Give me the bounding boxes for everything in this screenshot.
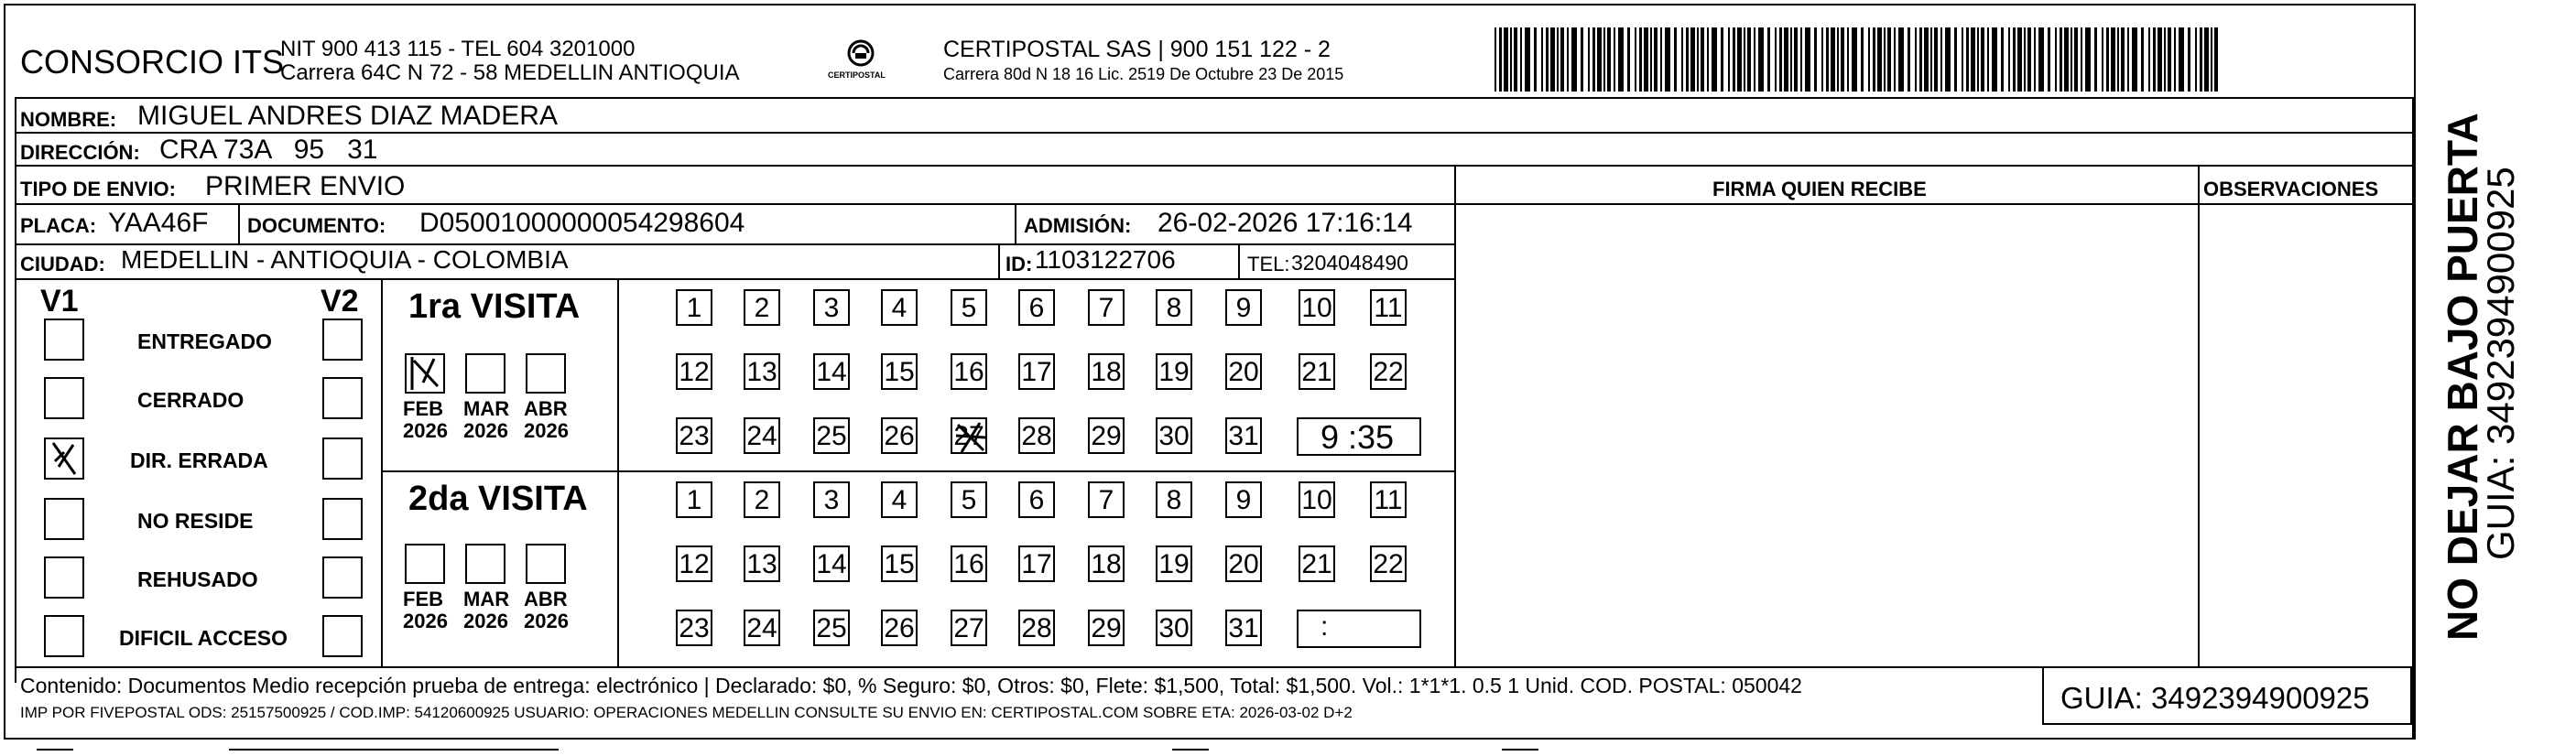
day-box[interactable]: 22 xyxy=(1370,353,1407,390)
month-checkbox[interactable] xyxy=(405,544,445,584)
v2-label: V2 xyxy=(321,284,359,319)
day-box[interactable]: 5 xyxy=(951,289,987,326)
barcode-bar xyxy=(1814,27,1817,92)
barcode-bar xyxy=(1915,27,1917,92)
day-box[interactable]: 20 xyxy=(1225,545,1262,582)
certipostal-line2: Carrera 80d N 18 16 Lic. 2519 De Octubre 23 De 2015 xyxy=(943,65,1344,83)
status-v2-checkbox[interactable] xyxy=(322,615,363,657)
barcode-bar xyxy=(2038,27,2044,92)
barcode-bar xyxy=(1800,27,1802,92)
barcode-bar xyxy=(1707,27,1709,92)
day-box[interactable]: 31 xyxy=(1225,610,1262,646)
day-box[interactable]: 13 xyxy=(744,545,780,582)
barcode-bar xyxy=(2013,27,2016,92)
barcode-bar xyxy=(1607,27,1611,92)
day-box[interactable]: 4 xyxy=(881,289,918,326)
month-checkbox[interactable] xyxy=(465,353,505,394)
barcode-bar xyxy=(1821,27,1823,92)
barcode-bar xyxy=(1754,27,1755,92)
barcode-bar xyxy=(2164,27,2166,92)
barcode-bar xyxy=(2024,27,2026,92)
footer-content-line: Contenido: Documentos Medio recepción prueba de entrega: electrónico | Declarado: $0, % Seguro: $0, Otros: $0, Flete: $1,500, Total: $1,500. Vol.: 1*1*1. 0.5 1 Unid. COD. POSTAL: 050042 xyxy=(20,674,1802,697)
year-label: 2026 xyxy=(463,610,508,632)
barcode-bar xyxy=(1977,27,1979,92)
time-value: : xyxy=(1321,611,1329,642)
barcode-bar xyxy=(2060,27,2062,92)
tel-value: 3204048490 xyxy=(1291,251,1408,275)
barcode-bar xyxy=(1546,27,1549,92)
company-name: CONSORCIO ITS xyxy=(20,43,285,81)
barcode-bar xyxy=(2211,27,2212,92)
observaciones-header: OBSERVACIONES xyxy=(2203,178,2379,200)
divider xyxy=(381,278,383,666)
day-box[interactable]: 28 xyxy=(1018,610,1055,646)
logo-text: CERTIPOSTAL xyxy=(828,70,886,80)
barcode-bar xyxy=(1499,27,1502,92)
day-box[interactable]: 17 xyxy=(1018,545,1055,582)
barcode-bar xyxy=(2001,27,2004,92)
barcode-bar xyxy=(1650,27,1652,92)
day-box[interactable]: 17 xyxy=(1018,353,1055,390)
day-box[interactable]: 30 xyxy=(1156,610,1192,646)
divider xyxy=(15,278,1454,280)
day-box[interactable]: 28 xyxy=(1018,417,1055,454)
barcode-bar xyxy=(1588,27,1590,92)
barcode-bar xyxy=(2141,27,2144,92)
day-box[interactable]: 5 xyxy=(951,481,987,518)
month-checkbox[interactable] xyxy=(526,353,566,394)
status-v2-checkbox[interactable] xyxy=(322,498,363,540)
barcode-bar xyxy=(1987,27,1989,92)
barcode-bar xyxy=(1884,27,1886,92)
year-label: 2026 xyxy=(403,419,448,442)
day-box[interactable]: 8 xyxy=(1156,289,1192,326)
tipo-envio-label: TIPO DE ENVIO: xyxy=(20,178,176,200)
day-box[interactable]: 13 xyxy=(744,353,780,390)
barcode-bar xyxy=(1665,27,1670,92)
barcode-bar xyxy=(1992,27,1997,92)
day-box[interactable]: 9 xyxy=(1225,481,1262,518)
second-visit-title: 2da VISITA xyxy=(408,480,588,518)
barcode-bar xyxy=(1603,27,1605,92)
barcode-bar xyxy=(2008,27,2010,92)
day-box[interactable]: 19 xyxy=(1156,545,1192,582)
nombre-value: MIGUEL ANDRES DIAZ MADERA xyxy=(137,101,558,131)
day-box[interactable]: 26 xyxy=(881,610,918,646)
day-box[interactable]: 25 xyxy=(813,417,850,454)
day-box[interactable]: 10 xyxy=(1299,289,1335,326)
barcode-bar xyxy=(1733,27,1735,92)
barcode-bar xyxy=(1495,27,1496,92)
month-label: FEB xyxy=(403,588,443,610)
status-label: REHUSADO xyxy=(137,567,258,591)
day-box[interactable] xyxy=(951,417,987,454)
barcode-bar xyxy=(2127,27,2129,92)
divider xyxy=(2412,97,2414,738)
day-box[interactable]: 15 xyxy=(881,545,918,582)
barcode-bar xyxy=(1852,27,1857,92)
id-value: 1103122706 xyxy=(1035,245,1176,274)
barcode-bar xyxy=(1644,27,1648,92)
barcode-bar xyxy=(2102,27,2103,92)
barcode-bar xyxy=(1954,27,1957,92)
day-box[interactable]: 7 xyxy=(1088,481,1125,518)
barcode-bar xyxy=(2188,27,2190,92)
barcode-bar xyxy=(2200,27,2202,92)
barcode-bar xyxy=(1567,27,1569,92)
barcode-bar xyxy=(1541,27,1543,92)
status-v1-checkbox[interactable] xyxy=(44,498,84,540)
barcode-bar xyxy=(1525,27,1530,92)
barcode-bar xyxy=(1898,27,1904,92)
day-box[interactable]: 19 xyxy=(1156,353,1192,390)
year-label: 2026 xyxy=(524,419,569,442)
barcode-bar xyxy=(1514,27,1517,92)
status-label: ENTREGADO xyxy=(137,329,272,353)
barcode-bar xyxy=(1887,27,1891,92)
barcode-bar xyxy=(2071,27,2072,92)
month-label: ABR xyxy=(524,588,568,610)
day-box[interactable]: 11 xyxy=(1370,481,1407,518)
barcode-bar xyxy=(2034,27,2036,92)
divider xyxy=(15,97,2412,99)
status-v1-checkbox[interactable] xyxy=(44,437,84,480)
barcode-bar xyxy=(1520,27,1522,92)
barcode-bar xyxy=(2074,27,2078,92)
divider xyxy=(15,132,2412,134)
day-box[interactable]: 6 xyxy=(1018,481,1055,518)
day-box[interactable]: 29 xyxy=(1088,417,1125,454)
month-label: ABR xyxy=(524,397,568,420)
barcode-bar xyxy=(2153,27,2156,92)
footer-imp-line: IMP POR FIVEPOSTAL ODS: 25157500925 / COD.IMP: 54120600925 USUARIO: OPERACIONES MEDELLIN CONSULTE SU ENVIO EN: CERTIPOSTAL.COM SOBRE ETA: 2026-03-02 D+2 xyxy=(20,704,1353,721)
barcode-bar xyxy=(1550,27,1555,92)
day-box[interactable]: 1 xyxy=(676,289,712,326)
barcode-bar xyxy=(2081,27,2082,92)
barcode-bar xyxy=(2132,27,2137,92)
day-box[interactable]: 24 xyxy=(744,610,780,646)
day-box[interactable]: 22 xyxy=(1370,545,1407,582)
company-address: Carrera 64C N 72 - 58 MEDELLIN ANTIOQUIA xyxy=(280,60,740,85)
barcode-bar xyxy=(1534,27,1537,92)
barcode-bar xyxy=(1775,27,1777,92)
divider xyxy=(617,278,619,666)
day-box[interactable]: 9 xyxy=(1225,289,1262,326)
status-v2-checkbox[interactable] xyxy=(322,437,363,480)
barcode-bar xyxy=(1971,27,1975,92)
barcode-bar xyxy=(1767,27,1770,92)
barcode-bar xyxy=(1847,27,1849,92)
divider xyxy=(1238,243,1240,278)
status-v1-checkbox[interactable] xyxy=(44,377,84,419)
barcode-bar xyxy=(1674,27,1677,92)
divider xyxy=(15,203,2412,205)
barcode-bar xyxy=(1690,27,1695,92)
footer-guia: GUIA: 3492394900925 xyxy=(2060,681,2370,715)
divider xyxy=(15,165,2412,167)
day-box[interactable]: 20 xyxy=(1225,353,1262,390)
year-label: 2026 xyxy=(403,610,448,632)
barcode-bar xyxy=(2214,27,2218,92)
day-number: 27 xyxy=(953,421,984,451)
barcode-bar xyxy=(1894,27,1896,92)
barcode-bar xyxy=(2148,27,2150,92)
barcode-bar xyxy=(1581,27,1583,92)
company-nit: NIT 900 413 115 - TEL 604 3201000 xyxy=(280,37,636,61)
barcode-bar xyxy=(2174,27,2176,92)
divider xyxy=(2198,165,2200,666)
barcode-bar xyxy=(1908,27,1910,92)
barcode-bar xyxy=(1701,27,1704,92)
barcode-bar xyxy=(1639,27,1642,92)
barcode-bar xyxy=(1614,27,1615,92)
barcode-bar xyxy=(2048,27,2050,92)
barcode-bar xyxy=(2195,27,2197,92)
divider xyxy=(15,97,16,683)
barcode-bar xyxy=(1627,27,1630,92)
divider xyxy=(37,749,73,751)
day-box[interactable]: 12 xyxy=(676,353,712,390)
day-box[interactable]: 23 xyxy=(676,610,712,646)
direccion-label: DIRECCIÓN: xyxy=(20,141,140,164)
year-label: 2026 xyxy=(463,419,508,442)
barcode-bar xyxy=(1721,27,1723,92)
divider xyxy=(1502,749,1538,751)
barcode-bar xyxy=(1873,27,1875,92)
day-box[interactable]: 26 xyxy=(881,417,918,454)
month-checkbox[interactable] xyxy=(526,544,566,584)
first-visit-title: 1ra VISITA xyxy=(408,287,581,326)
status-v2-checkbox[interactable] xyxy=(322,556,363,599)
barcode-bar xyxy=(1934,27,1938,92)
status-v1-checkbox[interactable] xyxy=(44,615,84,657)
month-label: FEB xyxy=(403,397,443,420)
barcode-bar xyxy=(1681,27,1683,92)
barcode-bar xyxy=(2027,27,2031,92)
day-box[interactable]: 16 xyxy=(951,353,987,390)
barcode-bar xyxy=(1805,27,1810,92)
nombre-label: NOMBRE: xyxy=(20,108,117,131)
barcode-bar xyxy=(1597,27,1602,92)
barcode-bar xyxy=(1826,27,1829,92)
barcode-bar xyxy=(1794,27,1798,92)
barcode-bar xyxy=(1712,27,1717,92)
day-box[interactable]: 8 xyxy=(1156,481,1192,518)
barcode-bar xyxy=(2111,27,2115,92)
day-box[interactable]: 30 xyxy=(1156,417,1192,454)
month-label: MAR xyxy=(463,588,510,610)
barcode-bar xyxy=(2121,27,2125,92)
certipostal-logo xyxy=(815,37,907,84)
side-warning: NO DEJAR BAJO PUERTA xyxy=(2439,113,2486,641)
barcode-bar xyxy=(1654,27,1658,92)
barcode-bar xyxy=(1635,27,1636,92)
barcode-bar xyxy=(1779,27,1782,92)
time-box[interactable] xyxy=(1297,417,1421,456)
divider xyxy=(238,203,240,243)
status-label: DIR. ERRADA xyxy=(130,448,268,472)
tipo-envio-value: PRIMER ENVIO xyxy=(205,171,406,201)
barcode xyxy=(1495,27,2227,92)
status-label: CERRADO xyxy=(137,388,245,412)
day-box[interactable]: 12 xyxy=(676,545,712,582)
day-box[interactable]: 2 xyxy=(744,481,780,518)
time-value: 9 :35 xyxy=(1321,418,1395,456)
barcode-bar xyxy=(2085,27,2091,92)
barcode-bar xyxy=(1557,27,1559,92)
divider xyxy=(998,243,1000,278)
barcode-bar xyxy=(1877,27,1882,92)
status-label: DIFICIL ACCESO xyxy=(119,626,288,650)
barcode-bar xyxy=(2106,27,2109,92)
divider xyxy=(229,749,559,751)
documento-value: D05001000000054298604 xyxy=(419,208,745,238)
barcode-bar xyxy=(1697,27,1699,92)
day-box[interactable]: 14 xyxy=(813,545,850,582)
certipostal-line1: CERTIPOSTAL SAS | 900 151 122 - 2 xyxy=(943,37,1331,62)
admision-label: ADMISIÓN: xyxy=(1024,214,1132,237)
status-v1-checkbox[interactable] xyxy=(44,319,84,361)
month-checkbox[interactable] xyxy=(465,544,505,584)
barcode-bar xyxy=(1868,27,1870,92)
barcode-bar xyxy=(1618,27,1624,92)
barcode-bar xyxy=(1686,27,1689,92)
day-box[interactable]: 23 xyxy=(676,417,712,454)
day-box[interactable]: 18 xyxy=(1088,545,1125,582)
barcode-bar xyxy=(1981,27,1984,92)
barcode-bar xyxy=(1919,27,1922,92)
barcode-bar xyxy=(1924,27,1929,92)
status-v1-checkbox[interactable] xyxy=(44,556,84,599)
barcode-bar xyxy=(2179,27,2184,92)
day-box[interactable]: 29 xyxy=(1088,610,1125,646)
day-box[interactable]: 18 xyxy=(1088,353,1125,390)
divider xyxy=(1172,749,1209,751)
day-box[interactable]: 3 xyxy=(813,481,850,518)
barcode-bar xyxy=(1758,27,1764,92)
barcode-bar xyxy=(1592,27,1595,92)
status-label: NO RESIDE xyxy=(137,509,254,533)
barcode-bar xyxy=(2117,27,2119,92)
barcode-bar xyxy=(1831,27,1835,92)
barcode-bar xyxy=(1737,27,1742,92)
divider xyxy=(1454,165,1456,666)
barcode-bar xyxy=(2017,27,2022,92)
day-box[interactable]: 24 xyxy=(744,417,780,454)
id-label: ID: xyxy=(1005,253,1033,275)
placa-value: YAA46F xyxy=(108,208,209,238)
placa-label: PLACA: xyxy=(20,214,97,237)
barcode-bar xyxy=(2094,27,2097,92)
barcode-bar xyxy=(1510,27,1512,92)
barcode-bar xyxy=(2168,27,2171,92)
barcode-bar xyxy=(1841,27,1844,92)
barcode-bar xyxy=(2064,27,2069,92)
time-box[interactable] xyxy=(1297,610,1421,648)
tel-label: TEL: xyxy=(1247,253,1290,275)
day-box[interactable]: 3 xyxy=(813,289,850,326)
month-label: MAR xyxy=(463,397,510,420)
admision-value: 26-02-2026 17:16:14 xyxy=(1158,208,1413,238)
status-v2-checkbox[interactable] xyxy=(322,377,363,419)
barcode-bar xyxy=(1747,27,1751,92)
barcode-bar xyxy=(2055,27,2057,92)
documento-label: DOCUMENTO: xyxy=(247,214,386,237)
divider xyxy=(1015,203,1016,243)
v1-label: V1 xyxy=(40,284,79,319)
day-box[interactable]: 7 xyxy=(1088,289,1125,326)
day-box[interactable]: 11 xyxy=(1370,289,1407,326)
barcode-bar xyxy=(1837,27,1839,92)
barcode-bar xyxy=(1945,27,1951,92)
day-box[interactable]: 16 xyxy=(951,545,987,582)
day-box[interactable]: 1 xyxy=(676,481,712,518)
day-box[interactable]: 6 xyxy=(1018,289,1055,326)
day-box[interactable]: 15 xyxy=(881,353,918,390)
barcode-bar xyxy=(1930,27,1932,92)
barcode-bar xyxy=(1744,27,1745,92)
direccion-value: CRA 73A 95 31 xyxy=(159,135,378,165)
day-box[interactable]: 27 xyxy=(951,610,987,646)
barcode-bar xyxy=(2158,27,2162,92)
barcode-bar xyxy=(1962,27,1963,92)
barcode-bar xyxy=(1560,27,1564,92)
day-box[interactable]: 4 xyxy=(881,481,918,518)
barcode-bar xyxy=(1660,27,1662,92)
day-box[interactable]: 2 xyxy=(744,289,780,326)
day-box[interactable]: 25 xyxy=(813,610,850,646)
month-checkbox[interactable] xyxy=(405,353,445,394)
barcode-bar xyxy=(2204,27,2209,92)
status-v2-checkbox[interactable] xyxy=(322,319,363,361)
day-box[interactable]: 14 xyxy=(813,353,850,390)
barcode-bar xyxy=(1571,27,1577,92)
barcode-bar xyxy=(1966,27,1969,92)
year-label: 2026 xyxy=(524,610,569,632)
barcode-bar xyxy=(1861,27,1864,92)
barcode-bar xyxy=(1728,27,1730,92)
barcode-bar xyxy=(1940,27,1942,92)
day-box[interactable]: 31 xyxy=(1225,417,1262,454)
divider xyxy=(381,470,1454,472)
day-box[interactable]: 10 xyxy=(1299,481,1335,518)
barcode-bar xyxy=(1790,27,1792,92)
firma-header: FIRMA QUIEN RECIBE xyxy=(1712,178,1927,200)
barcode-bar xyxy=(1504,27,1508,92)
barcode-bar xyxy=(1784,27,1788,92)
side-guia: GUIA: 3492394900925 xyxy=(2479,167,2522,560)
day-box[interactable]: 21 xyxy=(1299,545,1335,582)
ciudad-value: MEDELLIN - ANTIOQUIA - COLOMBIA xyxy=(121,245,569,274)
day-box[interactable]: 21 xyxy=(1299,353,1335,390)
ciudad-label: CIUDAD: xyxy=(20,253,105,275)
